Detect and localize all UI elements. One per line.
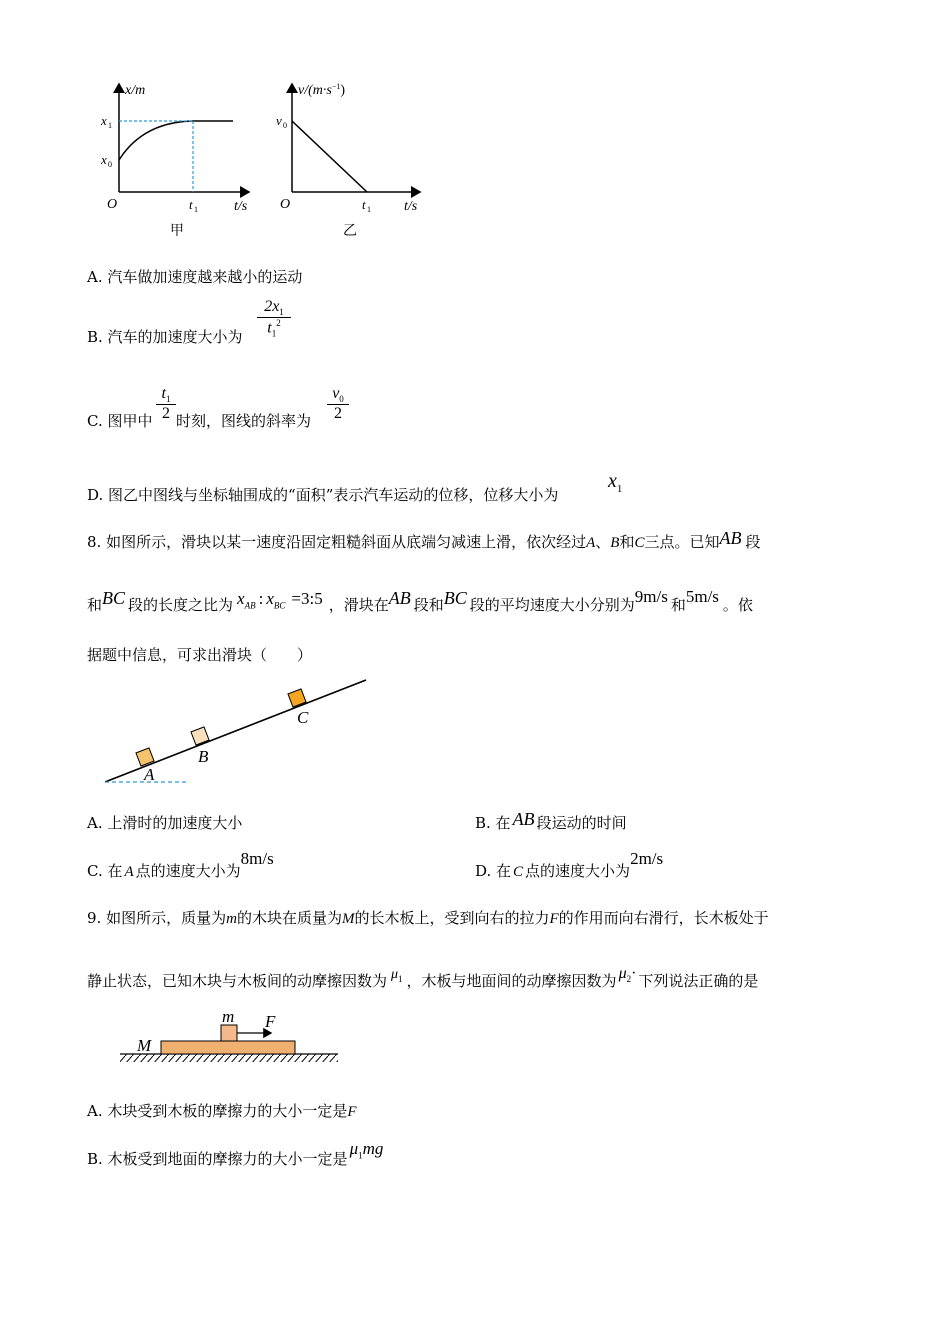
- q8-incline-figure: [100, 672, 375, 790]
- q7-option-a: A. 汽车做加速度越来越小的运动: [87, 268, 303, 286]
- graph-caption: 甲: [170, 224, 184, 239]
- tick-t1-sub: 1: [367, 205, 371, 214]
- tick-x0-sub: 0: [108, 160, 112, 169]
- v-t-line: [292, 121, 367, 192]
- graph-jia: [95, 78, 260, 243]
- long-board: [161, 1041, 295, 1054]
- q9-option-b: B. 木板受到地面的摩擦力的大小一定是$\mu_1mg$: [87, 1139, 384, 1168]
- tick-v0: v: [276, 113, 282, 128]
- q8-line1: 8. 如图所示，滑块以某一速度沿固定粗糙斜面从底端匀减速上滑，依次经过A、B和C三点。已知AB 段: [87, 528, 761, 551]
- label-b: B: [198, 747, 209, 766]
- q9-board-figure: [118, 1008, 343, 1068]
- origin-label: O: [107, 197, 118, 212]
- graph-yi: [270, 78, 435, 243]
- q7-b-fraction: $2x_1$ $t_1^2$: [257, 298, 291, 339]
- q7-option-d: D. 图乙中图线与坐标轴围成的“面积”表示汽车运动的位移，位移大小为: [87, 486, 559, 504]
- q8-option-d: D. 在 C 点的速度大小为2m/s: [475, 849, 664, 880]
- x-t-curve: [119, 121, 233, 160]
- q7-option-b: B. 汽车的加速度大小为: [87, 328, 243, 346]
- tick-t1: t: [189, 197, 193, 212]
- q8-option-a: A. 上滑时的加速度大小: [87, 814, 243, 832]
- label-m: m: [222, 1008, 235, 1026]
- tick-t1-sub: 1: [194, 205, 198, 214]
- label-a: A: [144, 765, 155, 784]
- q7-c-fraction-1: $t_1$ 2: [156, 385, 176, 423]
- q8-option-c: C. 在 A 点的速度大小为8m/s: [87, 849, 274, 880]
- graph-caption: 乙: [343, 224, 357, 239]
- tick-x0: x: [101, 152, 107, 167]
- y-axis-label: x/m: [125, 83, 146, 98]
- q8-option-b: B. 在 AB 段运动的时间: [475, 809, 627, 832]
- q8-line3: 据题中信息，可求出滑块（ ）: [87, 646, 313, 664]
- q8-line2: 和BC 段的长度之比为 $x_{AB}$ : $x_{BC}$ =3:5 ，滑块在AB 段和BC 段的平均速度大小分别为9m/s 和5m/s 。依: [87, 587, 753, 614]
- x-axis-label: t/s: [404, 199, 418, 214]
- tick-x1-sub: 1: [108, 121, 112, 130]
- q7-option-c-mid: 时刻，图线的斜率为: [176, 412, 312, 430]
- label-big-m: M: [137, 1036, 152, 1055]
- label-f: F: [265, 1012, 276, 1031]
- q7-option-c-pre: C. 图甲中: [87, 412, 153, 430]
- tick-v0-sub: 0: [283, 121, 287, 130]
- tick-x1: x: [101, 113, 107, 128]
- ground-hatch: [120, 1054, 338, 1062]
- label-c: C: [297, 708, 309, 727]
- tick-t1: t: [362, 197, 366, 212]
- q9-option-a: A. 木块受到木板的摩擦力的大小一定是F: [87, 1102, 357, 1120]
- origin-label: O: [280, 197, 291, 212]
- y-axis-label: $v/(m\cdot s^{-1})$: [298, 82, 346, 98]
- small-block: [221, 1025, 237, 1041]
- q9-line1: 9. 如图所示，质量为m的木块在质量为M的长木板上，受到向右的拉力F的作用而向右滑行，长木板处于: [87, 909, 769, 927]
- x-axis-label: t/s: [234, 199, 248, 214]
- q7-d-var: $x_1$: [608, 470, 623, 495]
- q7-c-fraction-2: $v_0$ 2: [327, 385, 349, 423]
- q9-line2: 静止状态，已知木块与木板间的动摩擦因数为 $\mu_1$ ，木板与地面间的动摩擦因数为 $\mu_2\cdot$ 下列说法正确的是: [87, 965, 759, 990]
